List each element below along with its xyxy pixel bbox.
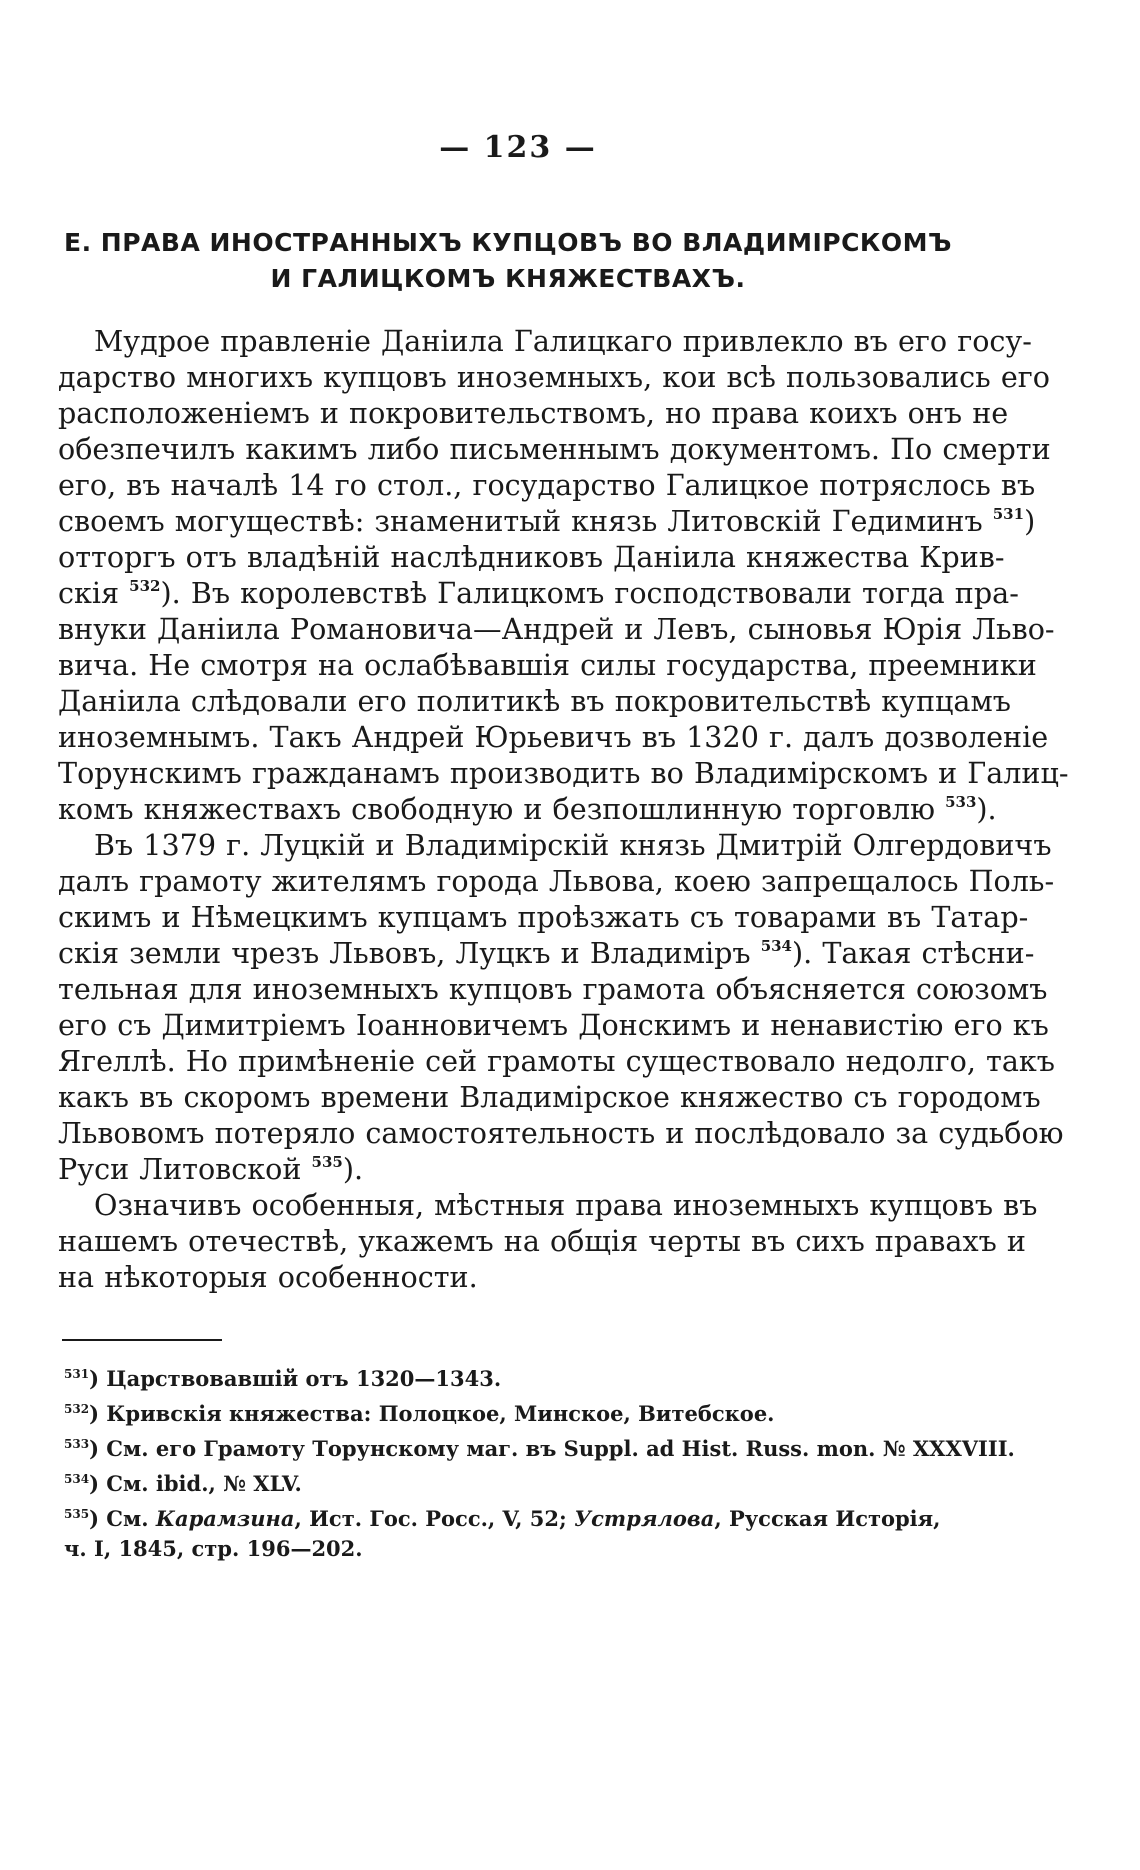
footnote-divider (62, 1339, 222, 1341)
footnote-mark: 535 (64, 1507, 90, 1521)
text-line: вича. Не смотря на ослабѣвавшія силы государства, преемники (58, 648, 1037, 682)
footnote-535 (58, 1499, 958, 1534)
text-line (58, 575, 1019, 611)
section-heading (58, 225, 958, 297)
footnotes (58, 1359, 1015, 1564)
text-line: скимъ и Нѣмецкимъ купцамъ проѣзжать съ товарами въ Татар- (58, 900, 1029, 934)
text-fragment: ). (342, 1152, 364, 1186)
text-line: далъ грамоту жителямъ города Львова, коею запрещалось Поль- (58, 864, 1055, 898)
text-line: дарство многихъ купцовъ иноземныхъ, кои всѣ пользовались его (58, 360, 1050, 394)
footnote-text: ) Царствовавшій отъ 1320—1343. (89, 1366, 502, 1391)
text-fragment: Руси Литовской (58, 1152, 302, 1186)
text-fragment: скія (58, 576, 120, 610)
footnote-ref-535[interactable]: 535 (311, 1153, 343, 1171)
text-line: его съ Димитріемъ Іоанновичемъ Донскимъ и ненавистію его къ (58, 1008, 1049, 1042)
text-fragment: своемъ могуществѣ: знаменитый князь Литовскій Гедиминъ (58, 504, 983, 538)
text-line: иноземнымъ. Такъ Андрей Юрьевичъ въ 1320 г. далъ дозволеніе (58, 720, 1049, 754)
paragraph-1 (58, 323, 1069, 827)
text-line: отторгъ отъ владѣній наслѣдниковъ Даніила княжества Крив- (58, 540, 1005, 574)
text-line: Львовомъ потеряло самостоятельность и послѣдовало за судьбою (58, 1116, 1064, 1150)
footnote-mark: 531 (64, 1367, 90, 1381)
text-line (58, 503, 1036, 539)
footnote-ref-533[interactable]: 533 (945, 793, 977, 811)
text-line: какъ въ скоромъ времени Владимірское княжество съ городомъ (58, 1080, 1041, 1114)
text-fragment: ). Въ королевствѣ Галицкомъ господствовали тогда пра- (160, 576, 1019, 610)
paragraph-3 (58, 1187, 1038, 1295)
footnote-mark: 532 (64, 1402, 90, 1416)
footnote-535-continuation: ч. I, 1845, стр. 196—202. (64, 1536, 363, 1561)
text-line: Въ 1379 г. Луцкій и Владимірскій князь Дмитрій Олгердовичъ (94, 828, 1052, 862)
footnote-ref-531[interactable]: 531 (992, 505, 1025, 523)
footnote-text: ) См. его Грамоту Торунскому маг. въ Suppl. ad Hist. Russ. mon. № XXXVIII. (89, 1436, 1015, 1461)
footnote-532 (58, 1394, 958, 1429)
text-line: обезпечилъ какимъ либо письменнымъ документомъ. По смерти (58, 432, 1051, 466)
footnote-text: , Русская Исторія, (714, 1506, 941, 1531)
text-line: Ягеллѣ. Но примѣненіе сей грамоты существовало недолго, такъ (58, 1044, 1055, 1078)
page-number: — 123 — (439, 130, 597, 165)
text-line: Означивъ особенныя, мѣстныя права иноземныхъ купцовъ въ (94, 1188, 1038, 1222)
footnote-author: Карамзина (155, 1506, 295, 1531)
text-fragment: ) (1024, 504, 1036, 538)
text-fragment: ). (976, 792, 997, 826)
footnote-text: , Ист. Гос. Росс., V, 52; (294, 1506, 575, 1531)
footnote-ref-534[interactable]: 534 (760, 937, 792, 955)
text-line: Торунскимъ гражданамъ производить во Владимірскомъ и Галиц- (58, 756, 1069, 790)
book-page (58, 130, 1069, 1564)
text-line: тельная для иноземныхъ купцовъ грамота объясняется союзомъ (58, 972, 1048, 1006)
footnote-mark: 534 (64, 1472, 90, 1486)
text-line: Даніила слѣдовали его политикѣ въ покровительствѣ купцамъ (58, 684, 1011, 718)
text-fragment: ). Такая стѣсни- (792, 936, 1035, 970)
text-line: нашемъ отечествѣ, укажемъ на общія черты въ сихъ правахъ и (58, 1224, 1026, 1258)
footnote-author: Устрялова (574, 1506, 715, 1531)
footnote-text: ) См. ibid., № XLV. (89, 1471, 302, 1496)
heading-line-1: Е. ПРАВА ИНОСТРАННЫХЪ КУПЦОВЪ ВО ВЛАДИМІРСКОМЪ (64, 228, 952, 257)
text-fragment: скія земли чрезъ Львовъ, Луцкъ и Владиміръ (58, 936, 751, 970)
text-line (58, 935, 1035, 971)
text-line: внуки Даніила Романовича—Андрей и Левъ, сыновья Юрія Льво- (58, 612, 1055, 646)
heading-line-2: И ГАЛИЦКОМЪ КНЯЖЕСТВАХЪ. (270, 264, 746, 293)
text-line: его, въ началѣ 14 го стол., государство Галицкое потряслось въ (58, 468, 1036, 502)
footnote-ref-532[interactable]: 532 (129, 577, 161, 595)
footnote-text: ) Кривскія княжества: Полоцкое, Минское, Витебское. (89, 1401, 775, 1426)
text-line: расположеніемъ и покровительствомъ, но права коихъ онъ не (58, 396, 1009, 430)
footnote-531 (58, 1359, 958, 1394)
text-line (58, 791, 997, 827)
footnote-534 (58, 1464, 958, 1499)
paragraph-2 (58, 827, 1064, 1187)
text-fragment: комъ княжествахъ свободную и безпошлинную торговлю (58, 792, 935, 826)
footnote-text: ) См. (89, 1506, 156, 1531)
text-line: на нѣкоторыя особенности. (58, 1260, 478, 1294)
text-line (58, 1151, 958, 1187)
footnote-533 (58, 1429, 1015, 1464)
text-line: Мудрое правленіе Даніила Галицкаго привлекло въ его госу- (94, 324, 1032, 358)
footnote-mark: 533 (64, 1437, 90, 1451)
